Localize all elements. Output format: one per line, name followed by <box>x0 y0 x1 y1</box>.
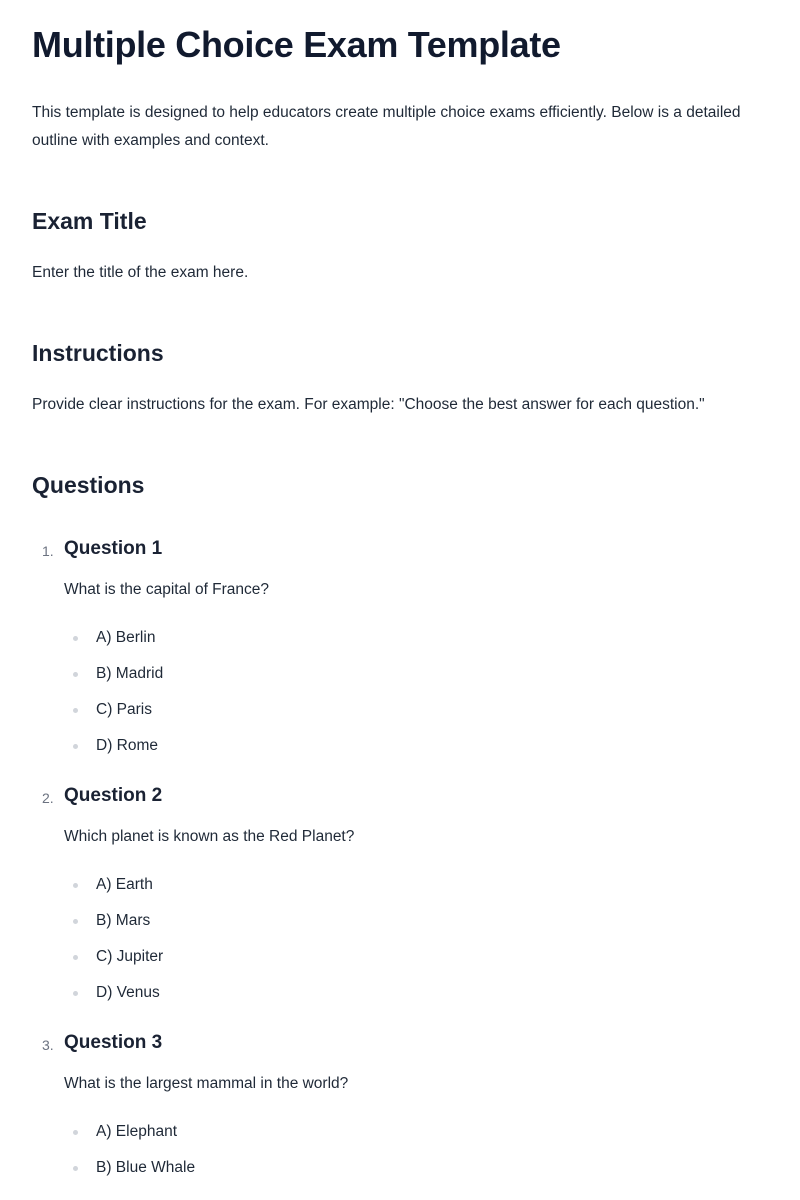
exam-title-heading: Exam Title <box>32 208 147 234</box>
bullet-icon <box>73 636 78 641</box>
answer-options <box>64 1120 768 1180</box>
question-number: 3. <box>42 1037 54 1053</box>
answer-options <box>64 626 768 758</box>
bullet-icon <box>73 708 78 713</box>
question-number: 2. <box>42 790 54 806</box>
answer-option-label: A) Berlin <box>96 629 156 646</box>
instructions-heading: Instructions <box>32 340 164 366</box>
question-text: Which planet is known as the Red Planet? <box>64 828 355 845</box>
answer-option-label: C) Paris <box>96 701 152 718</box>
answer-option-label: B) Madrid <box>96 665 164 682</box>
question-title: Question 3 <box>64 1032 163 1053</box>
bullet-icon <box>73 883 78 888</box>
bullet-icon <box>73 1130 78 1135</box>
bullet-icon <box>73 955 78 960</box>
exam-title-text: Enter the title of the exam here. <box>32 264 249 281</box>
question-item <box>32 537 768 758</box>
exam-title-section <box>32 207 768 285</box>
answer-option <box>64 1156 768 1180</box>
questions-list <box>32 537 768 1180</box>
answer-options <box>64 873 768 1005</box>
questions-heading: Questions <box>32 472 145 498</box>
answer-option <box>64 626 768 650</box>
questions-section <box>32 471 768 1180</box>
answer-option <box>64 873 768 897</box>
answer-option-label: D) Venus <box>96 984 160 1001</box>
intro-paragraph: This template is designed to help educators create multiple choice exams efficiently. Below is a detailed outline with examples and context. <box>32 104 741 149</box>
question-title: Question 1 <box>64 538 163 559</box>
answer-option <box>64 981 768 1005</box>
bullet-icon <box>73 919 78 924</box>
question-title: Question 2 <box>64 785 163 806</box>
answer-option-label: D) Rome <box>96 737 159 754</box>
bullet-icon <box>73 744 78 749</box>
page-title: Multiple Choice Exam Template <box>32 24 561 65</box>
answer-option <box>64 734 768 758</box>
bullet-icon <box>73 1166 78 1171</box>
answer-option-label: A) Elephant <box>96 1123 177 1140</box>
answer-option <box>64 1120 768 1144</box>
bullet-icon <box>73 672 78 677</box>
question-text: What is the capital of France? <box>64 581 270 598</box>
question-item <box>32 784 768 1005</box>
answer-option-label: A) Earth <box>96 876 153 893</box>
answer-option-label: C) Jupiter <box>96 948 164 965</box>
instructions-section <box>32 339 768 417</box>
question-number: 1. <box>42 543 54 559</box>
answer-option <box>64 662 768 686</box>
question-text: What is the largest mammal in the world? <box>64 1075 349 1092</box>
answer-option <box>64 945 768 969</box>
question-item <box>32 1031 768 1180</box>
answer-option <box>64 698 768 722</box>
bullet-icon <box>73 991 78 996</box>
answer-option <box>64 909 768 933</box>
answer-option-label: B) Blue Whale <box>96 1159 196 1176</box>
instructions-text: Provide clear instructions for the exam. For example: "Choose the best answer for each question." <box>32 396 705 413</box>
answer-option-label: B) Mars <box>96 912 151 929</box>
